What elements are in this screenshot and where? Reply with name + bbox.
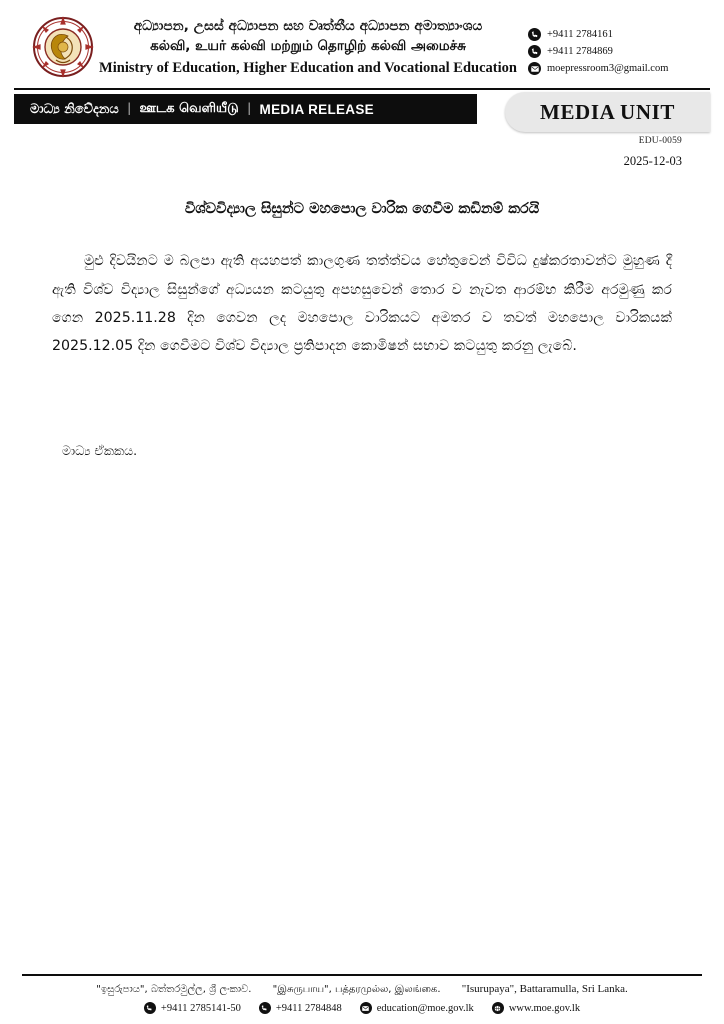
media-release-bar — [14, 94, 477, 124]
banner-separator: | — [247, 101, 251, 117]
email-icon — [360, 1002, 372, 1014]
document-body — [0, 198, 724, 459]
footer-address-line — [0, 983, 724, 996]
footer-address-sinhala: "ඉසුරුපාය", බත්තරමුල්ල, ශ්‍රී ලංකාව. — [96, 984, 252, 995]
document-header — [0, 0, 724, 84]
ministry-name-english: Ministry of Education, Higher Education and Vocational Education — [99, 59, 517, 76]
footer-divider — [22, 974, 702, 976]
banner-separator: | — [127, 101, 131, 117]
footer-phone-2-value: +9411 2784848 — [275, 1002, 342, 1014]
footer-phone-1-value: +9411 2785141-50 — [160, 1002, 241, 1014]
media-release-label-sinhala: මාධ්‍ය නිවේදනය — [30, 101, 119, 117]
media-unit-label: MEDIA UNIT — [540, 99, 675, 124]
header-contact-item — [528, 28, 706, 41]
signoff-text: මාධ්‍ය ඒකකය. — [62, 442, 138, 458]
email-icon — [528, 62, 541, 75]
media-unit-badge — [505, 92, 710, 132]
header-contact-block — [528, 28, 706, 79]
phone-icon — [528, 28, 541, 41]
body-paragraph: මුළු දිවයිනට ම බලපා ඇති අයහපත් කාලගුණ තත්ත්වය හේතුවෙන් විවිධ දුෂ්කරතාවන්ට මුහුණ දී ඇති විශ්ව විද්‍යාල සිසුන්ගේ අධ්‍යයන කටයුතු අපහසුවෙන් තොර ව නැවත ආරම්භ කිරීම අරමුණු කර ගෙන 2025.11.28 දින ගෙවන ලද මහපොල වාරිකයට අමතර ව තවත් මහපොල වාරිකයක් 2025.12.05 දින ගෙවීමට විශ්ව විද්‍යාල ප්‍රතිපාදන කොමිෂන් සභාව කටයුතු කරනු ලැබේ. — [52, 253, 672, 355]
phone-icon — [259, 1002, 271, 1014]
header-email: moepressroom3@gmail.com — [547, 63, 669, 74]
header-contact-item — [528, 62, 706, 75]
footer-address-english: "Isurupaya", Battaramulla, Sri Lanka. — [461, 983, 628, 995]
header-phone-2: +9411 2784869 — [547, 46, 613, 57]
globe-icon — [492, 1002, 504, 1014]
ministry-name-tamil: கல்வி, உயர் கல்வி மற்றும் தொழிற் கல்வி அமைச்சு — [150, 38, 466, 55]
phone-icon — [528, 45, 541, 58]
footer-website[interactable] — [492, 1002, 580, 1014]
phone-icon — [144, 1002, 156, 1014]
header-contact-item — [528, 45, 706, 58]
footer-email[interactable] — [360, 1002, 474, 1014]
footer-email-value: education@moe.gov.lk — [376, 1002, 474, 1014]
ministry-title-block — [94, 16, 528, 80]
footer-address-tamil: "இசுருபாய", பத்தரமுல்ல, இலங்கை. — [272, 984, 441, 995]
footer-website-value: www.moe.gov.lk — [508, 1002, 581, 1014]
document-date: 2025-12-03 — [623, 154, 682, 169]
media-release-label-english: MEDIA RELEASE — [259, 101, 374, 117]
footer-contact-line — [0, 1002, 724, 1014]
ministry-name-sinhala: අධ්‍යාපන, උසස් අධ්‍යාපන සහ වෘත්තීය අධ්‍යාපන අමාත්‍යාංශය — [133, 18, 483, 34]
footer-phone-2 — [259, 1002, 342, 1014]
document-footer — [0, 974, 724, 1014]
footer-phone-1 — [144, 1002, 241, 1014]
sri-lanka-national-emblem-icon — [32, 16, 94, 78]
media-release-banner — [14, 94, 710, 169]
header-phone-1: +9411 2784161 — [547, 29, 613, 40]
page-title: විශ්වවිද්‍යාල සිසුන්ට මහපොල වාරික ගෙවීම කඩිනම් කරයි — [184, 201, 540, 217]
media-release-label-tamil: ஊடக வெளியீடு — [139, 101, 239, 117]
header-divider — [14, 88, 710, 91]
reference-number: EDU-0059 — [638, 136, 682, 147]
